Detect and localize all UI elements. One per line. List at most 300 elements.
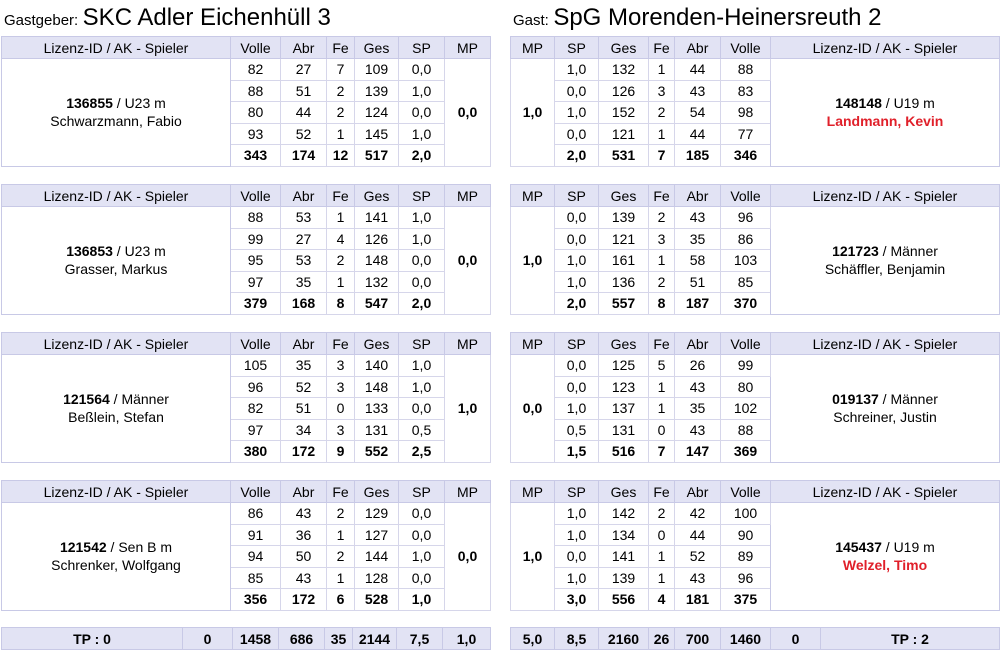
game-value: 1,0: [399, 228, 445, 250]
game-value: 139: [599, 567, 649, 589]
game-value: 0,0: [399, 250, 445, 272]
home-summary-value: 686: [279, 628, 325, 650]
guest-match-table: [510, 36, 1000, 167]
age-class: / Männer: [878, 391, 938, 408]
game-value: 0,0: [555, 355, 599, 377]
column-header: Lizenz-ID / AK - Spieler: [2, 333, 231, 355]
game-value: 86: [721, 228, 771, 250]
game-value: 123: [599, 376, 649, 398]
guest-match-table: [510, 480, 1000, 611]
game-value: 0: [649, 524, 675, 546]
game-value: 43: [281, 503, 327, 525]
game-value: 0,0: [555, 123, 599, 145]
guest-team-header: [513, 4, 881, 34]
game-value: 0,0: [399, 102, 445, 124]
total-value: 1,0: [399, 589, 445, 611]
game-value: 126: [355, 228, 399, 250]
total-value: 181: [675, 589, 721, 611]
column-header: MP: [445, 333, 491, 355]
column-header: Abr: [281, 333, 327, 355]
game-value: 88: [231, 80, 281, 102]
guest-team-name: SpG Morenden-Heinersreuth 2: [553, 4, 882, 31]
game-value: 1: [327, 123, 355, 145]
total-value: 2,5: [399, 441, 445, 463]
home-match-table: [1, 184, 491, 315]
game-value: 51: [675, 271, 721, 293]
column-header: Fe: [327, 37, 355, 59]
total-value: 174: [281, 145, 327, 167]
game-value: 2: [649, 271, 675, 293]
game-value: 85: [231, 567, 281, 589]
column-header: SP: [555, 37, 599, 59]
game-value: 127: [355, 524, 399, 546]
total-value: 185: [675, 145, 721, 167]
game-value: 88: [231, 207, 281, 229]
game-value: 1: [649, 567, 675, 589]
player-name: Landmann, Kevin: [826, 113, 944, 130]
column-header: Ges: [355, 333, 399, 355]
column-header: Abr: [281, 37, 327, 59]
column-header: Volle: [231, 481, 281, 503]
guest-summary-row: [510, 627, 1000, 650]
game-value: 121: [599, 123, 649, 145]
column-header: Ges: [355, 185, 399, 207]
game-value: 1: [327, 567, 355, 589]
game-value: 121: [599, 228, 649, 250]
game-value: 1: [649, 398, 675, 420]
license-id: 136855: [66, 95, 113, 112]
game-value: 0: [327, 398, 355, 420]
game-value: 27: [281, 59, 327, 81]
age-class: / Männer: [878, 243, 938, 260]
home-mp-value: 0,0: [445, 59, 491, 167]
game-value: 82: [231, 59, 281, 81]
game-value: 0,5: [399, 419, 445, 441]
game-value: 141: [355, 207, 399, 229]
game-value: 105: [231, 355, 281, 377]
total-value: 172: [281, 441, 327, 463]
game-value: 145: [355, 123, 399, 145]
column-header: Abr: [675, 185, 721, 207]
game-value: 43: [675, 419, 721, 441]
game-value: 43: [675, 207, 721, 229]
home-player-cell: [2, 59, 231, 167]
column-header: Ges: [355, 37, 399, 59]
game-value: 35: [675, 398, 721, 420]
game-value: 2: [649, 503, 675, 525]
column-header: SP: [399, 333, 445, 355]
player-name: Schreiner, Justin: [833, 409, 937, 426]
column-header: MP: [511, 333, 555, 355]
column-header: Lizenz-ID / AK - Spieler: [2, 185, 231, 207]
total-value: 531: [599, 145, 649, 167]
game-value: 0,0: [555, 546, 599, 568]
home-team-label: Gastgeber:: [4, 12, 79, 29]
guest-match-table: [510, 184, 1000, 315]
game-value: 109: [355, 59, 399, 81]
game-value: 139: [355, 80, 399, 102]
column-header: Lizenz-ID / AK - Spieler: [2, 37, 231, 59]
game-value: 0,0: [399, 567, 445, 589]
license-id: 121564: [63, 391, 110, 408]
game-value: 42: [675, 503, 721, 525]
game-value: 2: [327, 250, 355, 272]
game-value: 3: [649, 228, 675, 250]
game-value: 1,0: [555, 398, 599, 420]
game-value: 0,0: [555, 376, 599, 398]
license-id: 136853: [66, 243, 113, 260]
game-value: 4: [327, 228, 355, 250]
total-value: 172: [281, 589, 327, 611]
game-value: 1,0: [399, 376, 445, 398]
player-name: Beßlein, Stefan: [68, 409, 164, 426]
game-value: 7: [327, 59, 355, 81]
game-value: 89: [721, 546, 771, 568]
game-value: 43: [675, 80, 721, 102]
game-value: 3: [649, 80, 675, 102]
game-value: 152: [599, 102, 649, 124]
game-value: 27: [281, 228, 327, 250]
total-value: 4: [649, 589, 675, 611]
game-value: 51: [281, 80, 327, 102]
age-class: / U19 m: [881, 539, 935, 556]
game-value: 77: [721, 123, 771, 145]
home-summary-value: 35: [325, 628, 353, 650]
game-value: 0,5: [555, 419, 599, 441]
game-value: 100: [721, 503, 771, 525]
total-value: 380: [231, 441, 281, 463]
column-header: Fe: [327, 481, 355, 503]
game-value: 99: [231, 228, 281, 250]
home-team-name: SKC Adler Eichenhüll 3: [82, 4, 331, 31]
game-value: 2: [649, 207, 675, 229]
game-value: 2: [649, 102, 675, 124]
guest-mp-value: 1,0: [511, 59, 555, 167]
total-value: 8: [649, 293, 675, 315]
home-match-table: [1, 332, 491, 463]
game-value: 142: [599, 503, 649, 525]
game-value: 148: [355, 250, 399, 272]
column-header: Ges: [599, 37, 649, 59]
game-value: 35: [675, 228, 721, 250]
age-class: / Sen B m: [106, 539, 173, 556]
game-value: 126: [599, 80, 649, 102]
game-value: 5: [649, 355, 675, 377]
game-value: 1: [327, 271, 355, 293]
game-value: 0,0: [399, 398, 445, 420]
game-value: 35: [281, 355, 327, 377]
game-value: 139: [599, 207, 649, 229]
guest-summary-value: 26: [649, 628, 675, 650]
age-class: / U19 m: [881, 95, 935, 112]
game-value: 36: [281, 524, 327, 546]
age-class: / U23 m: [112, 95, 166, 112]
total-value: 343: [231, 145, 281, 167]
guest-summary-value: 5,0: [511, 628, 555, 650]
game-value: 1: [649, 250, 675, 272]
game-value: 85: [721, 271, 771, 293]
game-value: 90: [721, 524, 771, 546]
column-header: Abr: [675, 37, 721, 59]
game-value: 43: [675, 376, 721, 398]
game-value: 131: [355, 419, 399, 441]
total-value: 370: [721, 293, 771, 315]
column-header: SP: [399, 37, 445, 59]
guest-summary-value: 700: [675, 628, 721, 650]
total-value: 7: [649, 145, 675, 167]
total-value: 12: [327, 145, 355, 167]
game-value: 3: [327, 355, 355, 377]
player-name: Welzel, Timo: [842, 557, 928, 574]
guest-summary-value: 0: [771, 628, 821, 650]
game-value: 98: [721, 102, 771, 124]
game-value: 88: [721, 419, 771, 441]
game-value: 1: [649, 123, 675, 145]
column-header: Abr: [675, 481, 721, 503]
column-header: Lizenz-ID / AK - Spieler: [771, 481, 1000, 503]
game-value: 0,0: [555, 228, 599, 250]
game-value: 136: [599, 271, 649, 293]
total-value: 379: [231, 293, 281, 315]
game-value: 0,0: [399, 59, 445, 81]
game-value: 43: [675, 567, 721, 589]
game-value: 97: [231, 271, 281, 293]
game-value: 125: [599, 355, 649, 377]
game-value: 2: [327, 503, 355, 525]
guest-mp-value: 0,0: [511, 355, 555, 463]
game-value: 124: [355, 102, 399, 124]
game-value: 1,0: [399, 546, 445, 568]
total-value: 556: [599, 589, 649, 611]
game-value: 96: [721, 207, 771, 229]
total-value: 369: [721, 441, 771, 463]
game-value: 0,0: [399, 503, 445, 525]
column-header: Ges: [599, 481, 649, 503]
game-value: 1: [327, 524, 355, 546]
column-header: Fe: [649, 37, 675, 59]
column-header: SP: [399, 185, 445, 207]
game-value: 44: [675, 59, 721, 81]
guest-mp-value: 1,0: [511, 503, 555, 611]
game-value: 1,0: [555, 503, 599, 525]
game-value: 54: [675, 102, 721, 124]
game-value: 44: [675, 524, 721, 546]
home-summary-value: 2144: [353, 628, 397, 650]
game-value: 44: [281, 102, 327, 124]
game-value: 58: [675, 250, 721, 272]
license-id: 148148: [835, 95, 882, 112]
column-header: MP: [511, 481, 555, 503]
column-header: SP: [555, 185, 599, 207]
home-match-table: [1, 36, 491, 167]
game-value: 1,0: [555, 102, 599, 124]
game-value: 1: [649, 546, 675, 568]
game-value: 1,0: [399, 123, 445, 145]
home-summary-value: 1458: [233, 628, 279, 650]
game-value: 0: [649, 419, 675, 441]
game-value: 161: [599, 250, 649, 272]
game-value: 0,0: [399, 524, 445, 546]
game-value: 3: [327, 376, 355, 398]
game-value: 1,0: [555, 567, 599, 589]
total-value: 2,0: [555, 145, 599, 167]
game-value: 50: [281, 546, 327, 568]
column-header: Fe: [649, 185, 675, 207]
game-value: 148: [355, 376, 399, 398]
total-value: 187: [675, 293, 721, 315]
game-value: 133: [355, 398, 399, 420]
column-header: Abr: [281, 185, 327, 207]
total-value: 147: [675, 441, 721, 463]
home-player-cell: [2, 355, 231, 463]
game-value: 53: [281, 250, 327, 272]
game-value: 1,0: [555, 250, 599, 272]
total-value: 8: [327, 293, 355, 315]
game-value: 132: [355, 271, 399, 293]
game-value: 94: [231, 546, 281, 568]
total-value: 6: [327, 589, 355, 611]
game-value: 1,0: [555, 59, 599, 81]
home-summary-row: [1, 627, 491, 650]
column-header: Ges: [599, 333, 649, 355]
guest-player-cell: [771, 503, 1000, 611]
game-value: 1,0: [399, 207, 445, 229]
game-value: 1,0: [555, 524, 599, 546]
total-value: 2,0: [399, 293, 445, 315]
guest-tp: TP : 2: [821, 628, 1000, 650]
license-id: 145437: [835, 539, 882, 556]
home-summary-value: 7,5: [397, 628, 443, 650]
game-value: 144: [355, 546, 399, 568]
license-id: 121723: [832, 243, 879, 260]
guest-summary-value: 1460: [721, 628, 771, 650]
game-value: 44: [675, 123, 721, 145]
column-header: Abr: [675, 333, 721, 355]
home-tp: TP : 0: [2, 628, 183, 650]
game-value: 1,0: [399, 80, 445, 102]
column-header: Volle: [721, 37, 771, 59]
home-mp-value: 0,0: [445, 503, 491, 611]
total-value: 356: [231, 589, 281, 611]
column-header: Lizenz-ID / AK - Spieler: [771, 333, 1000, 355]
game-value: 1: [649, 376, 675, 398]
player-name: Schrenker, Wolfgang: [51, 557, 181, 574]
total-value: 547: [355, 293, 399, 315]
total-value: 2,0: [555, 293, 599, 315]
game-value: 129: [355, 503, 399, 525]
column-header: Ges: [355, 481, 399, 503]
total-value: 557: [599, 293, 649, 315]
column-header: Volle: [721, 185, 771, 207]
age-class: / U23 m: [112, 243, 166, 260]
player-name: Schäffler, Benjamin: [824, 261, 946, 278]
guest-team-label: Gast:: [513, 12, 549, 29]
game-value: 103: [721, 250, 771, 272]
player-name: Grasser, Markus: [64, 261, 168, 278]
column-header: Fe: [327, 185, 355, 207]
game-value: 2: [327, 546, 355, 568]
column-header: Fe: [649, 333, 675, 355]
game-value: 86: [231, 503, 281, 525]
game-value: 132: [599, 59, 649, 81]
game-value: 80: [721, 376, 771, 398]
game-value: 128: [355, 567, 399, 589]
game-value: 51: [281, 398, 327, 420]
game-value: 88: [721, 59, 771, 81]
game-value: 99: [721, 355, 771, 377]
total-value: 375: [721, 589, 771, 611]
column-header: SP: [555, 333, 599, 355]
game-value: 34: [281, 419, 327, 441]
column-header: Volle: [721, 481, 771, 503]
total-value: 517: [355, 145, 399, 167]
column-header: Volle: [231, 333, 281, 355]
game-value: 1,0: [399, 355, 445, 377]
total-value: 7: [649, 441, 675, 463]
guest-match-table: [510, 332, 1000, 463]
game-value: 1: [649, 59, 675, 81]
column-header: MP: [511, 37, 555, 59]
game-value: 52: [281, 376, 327, 398]
total-value: 516: [599, 441, 649, 463]
home-mp-value: 0,0: [445, 207, 491, 315]
license-id: 121542: [59, 539, 107, 556]
total-value: 552: [355, 441, 399, 463]
game-value: 0,0: [555, 80, 599, 102]
game-value: 95: [231, 250, 281, 272]
column-header: Lizenz-ID / AK - Spieler: [2, 481, 231, 503]
game-value: 96: [721, 567, 771, 589]
column-header: Fe: [327, 333, 355, 355]
home-summary-value: 1,0: [443, 628, 491, 650]
game-value: 91: [231, 524, 281, 546]
column-header: SP: [555, 481, 599, 503]
license-id: 019137: [832, 391, 879, 408]
game-value: 140: [355, 355, 399, 377]
home-team-header: [4, 4, 331, 34]
column-header: MP: [445, 185, 491, 207]
game-value: 0,0: [555, 207, 599, 229]
total-value: 3,0: [555, 589, 599, 611]
column-header: Volle: [231, 185, 281, 207]
game-value: 3: [327, 419, 355, 441]
home-mp-value: 1,0: [445, 355, 491, 463]
game-value: 82: [231, 398, 281, 420]
column-header: Volle: [721, 333, 771, 355]
game-value: 134: [599, 524, 649, 546]
column-header: MP: [511, 185, 555, 207]
game-value: 35: [281, 271, 327, 293]
total-value: 168: [281, 293, 327, 315]
column-header: Abr: [281, 481, 327, 503]
column-header: MP: [445, 37, 491, 59]
game-value: 53: [281, 207, 327, 229]
guest-summary-value: 2160: [599, 628, 649, 650]
total-value: 9: [327, 441, 355, 463]
total-value: 346: [721, 145, 771, 167]
game-value: 97: [231, 419, 281, 441]
game-value: 0,0: [399, 271, 445, 293]
column-header: MP: [445, 481, 491, 503]
player-name: Schwarzmann, Fabio: [50, 113, 182, 130]
game-value: 137: [599, 398, 649, 420]
game-value: 96: [231, 376, 281, 398]
game-value: 80: [231, 102, 281, 124]
game-value: 52: [281, 123, 327, 145]
guest-player-cell: [771, 355, 1000, 463]
game-value: 26: [675, 355, 721, 377]
total-value: 1,5: [555, 441, 599, 463]
